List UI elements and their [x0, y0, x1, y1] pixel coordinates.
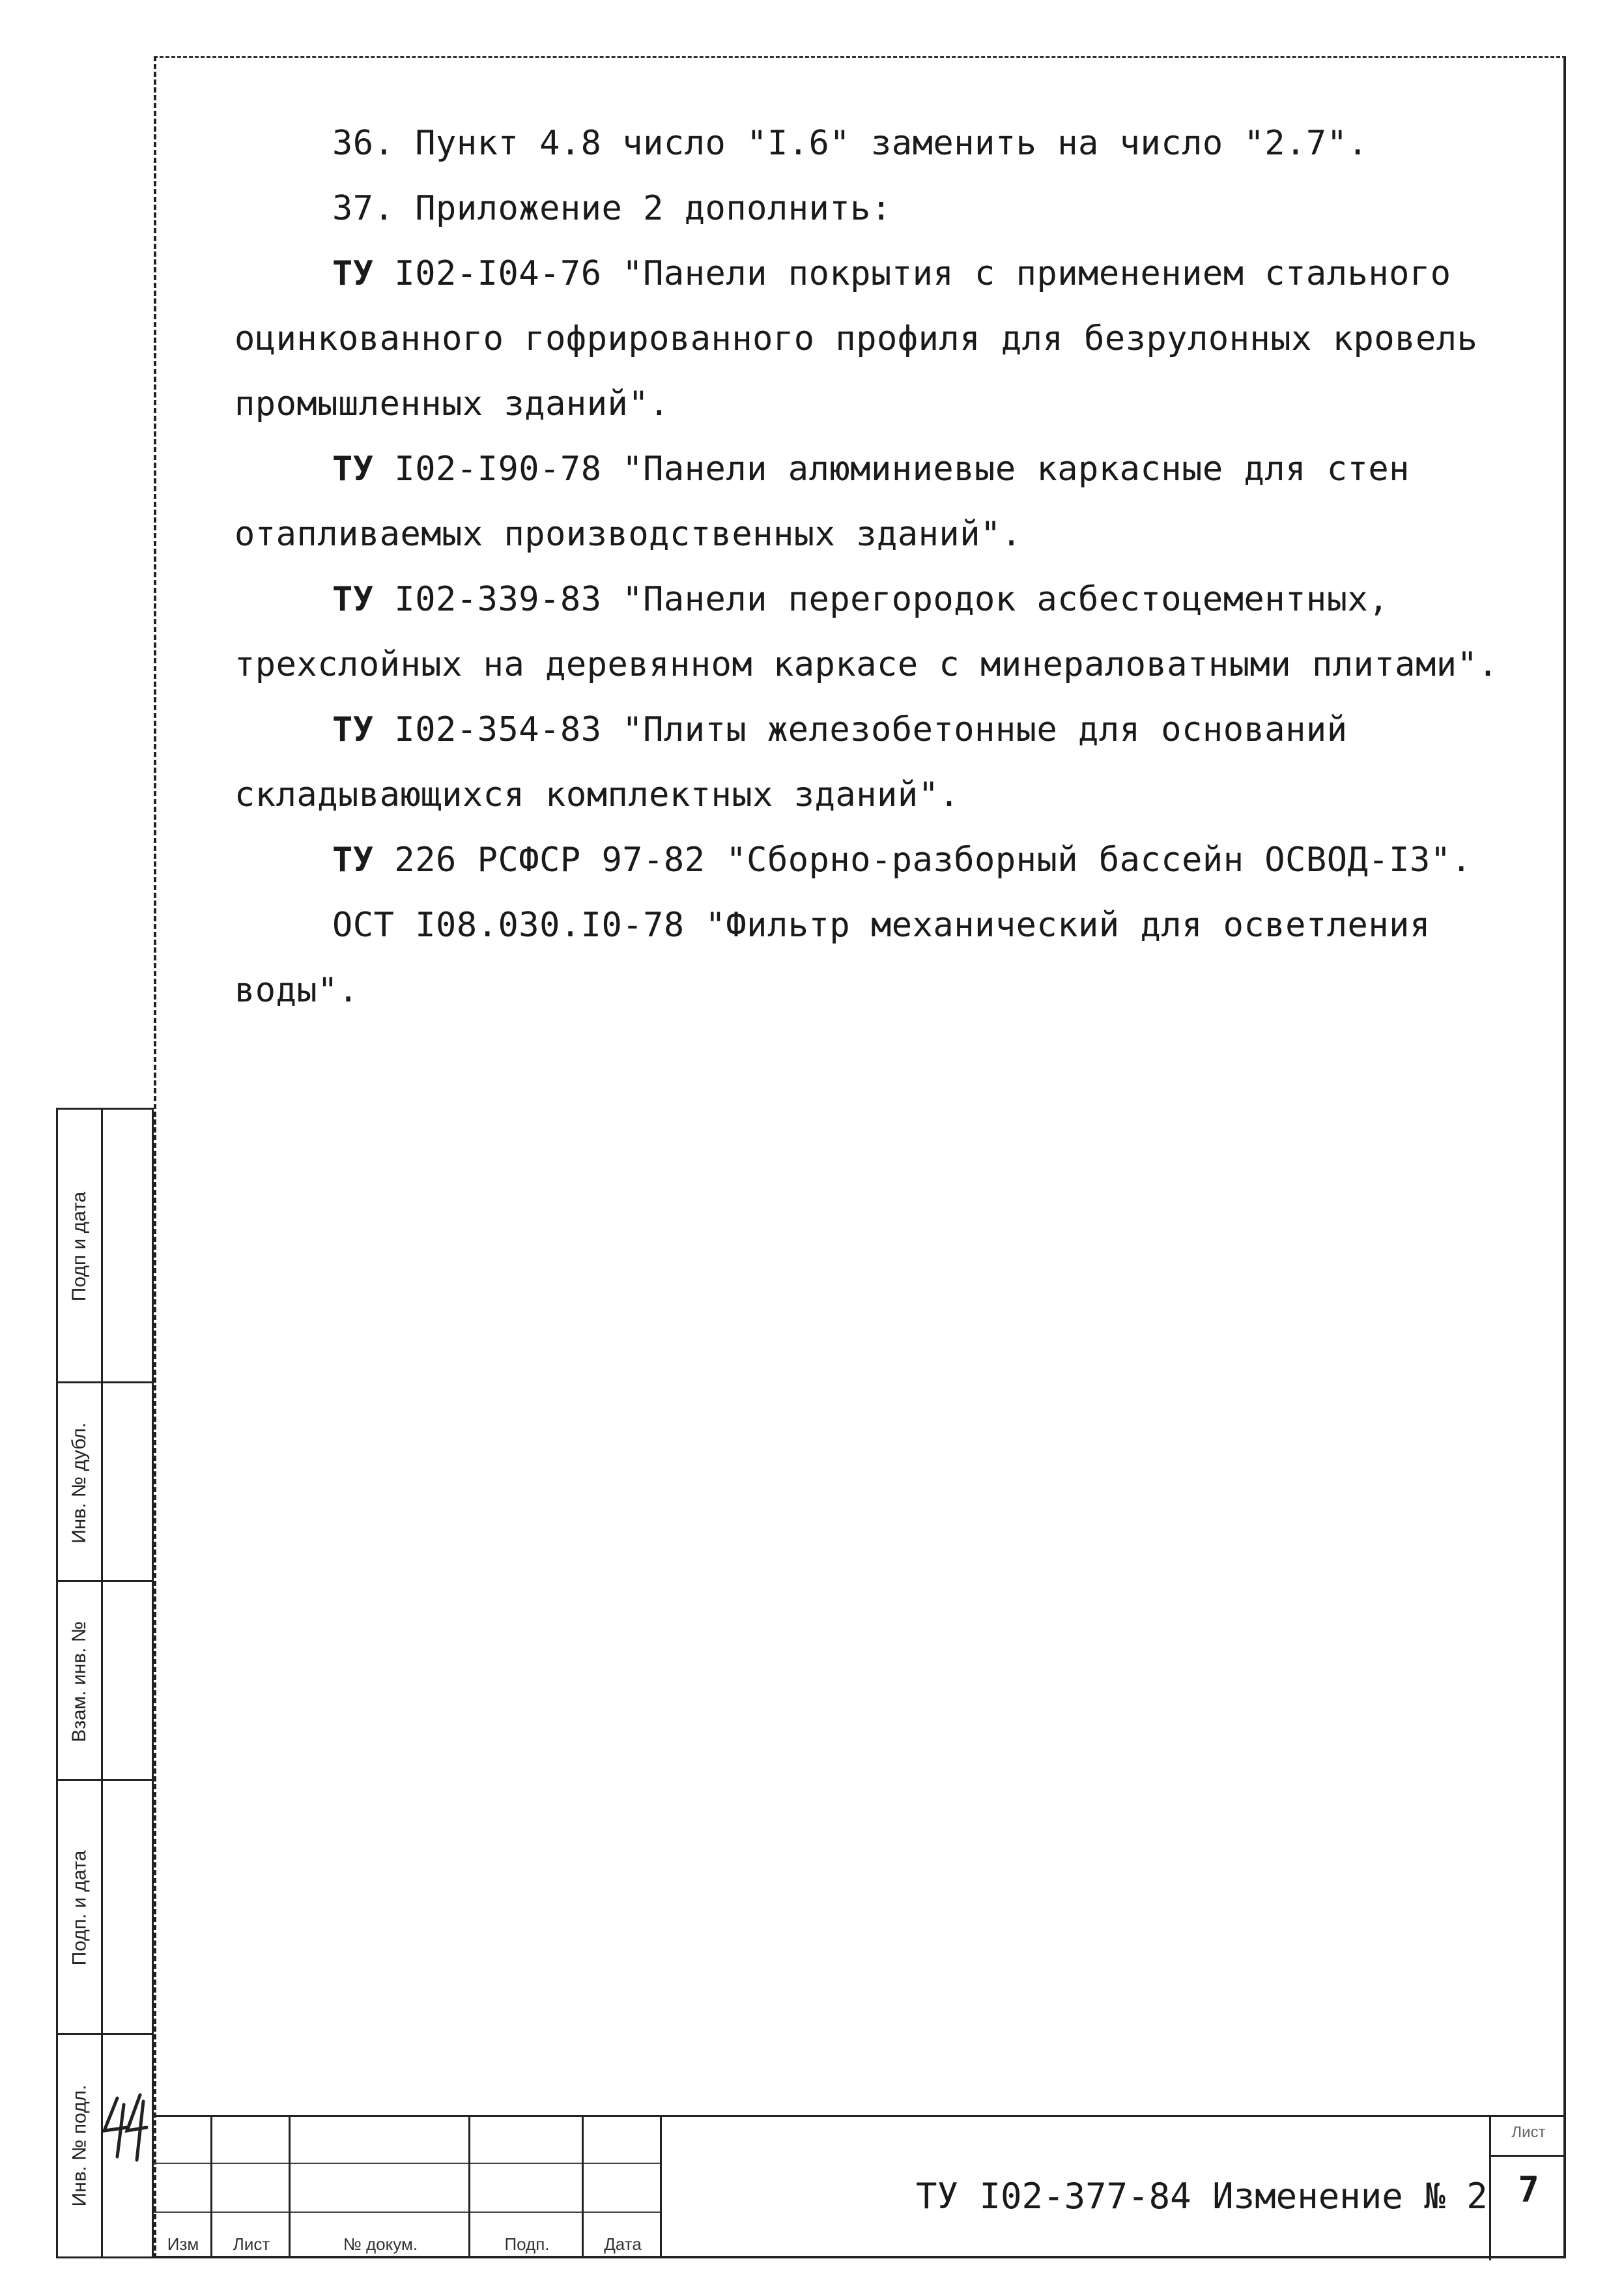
tu-text: I02-354-83 "Плиты железобетонные для оснований складывающихся комплектных зданий".	[235, 710, 1348, 814]
tu-code: ТУ	[332, 580, 374, 619]
cell-data	[584, 2117, 662, 2258]
tu-text: I02-I90-78 "Панели алюминиевые каркасные для стен отапливаемых производственных зданий".	[235, 450, 1410, 554]
side-margin-table	[56, 1108, 154, 2258]
tu-entry-5	[235, 828, 1557, 893]
tu-code: ТУ	[332, 841, 374, 880]
cell-podp	[470, 2117, 584, 2258]
tu-entry-4	[235, 697, 1557, 828]
item-37: 37. Приложение 2 дополнить:	[332, 189, 892, 228]
label-n-dokum: № докум.	[343, 2234, 418, 2254]
label-list: Лист	[233, 2234, 270, 2254]
handwritten-inventory-number	[98, 2092, 150, 2163]
sheet-box	[1489, 2117, 1566, 2260]
title-block	[154, 2115, 1566, 2258]
cell-izm	[154, 2117, 212, 2258]
tu-text: I02-339-83 "Панели перегородок асбестоцементных, трехслойных на деревянном каркасе с минераловатными плитами".	[235, 580, 1499, 684]
label-podp: Подп.	[504, 2234, 550, 2254]
tu-entry-1	[235, 241, 1557, 437]
side-label: Взам. инв. №	[68, 1621, 91, 1742]
cell-n-dokum	[291, 2117, 470, 2258]
tu-entry-3	[235, 567, 1557, 697]
tu-text: I02-I04-76 "Панели покрытия с применением стального оцинкованного гофрированного профиля для безрулонных кровель промышленных зданий".	[235, 254, 1478, 424]
item-36: 36. Пункт 4.8 число "I.6" заменить на число "2.7".	[332, 124, 1369, 163]
sheet-number: 7	[1518, 2169, 1539, 2210]
side-row-podp-data	[58, 1781, 152, 2035]
ost-entry: ОСТ I08.030.I0-78 "Фильтр механический для осветления воды".	[235, 906, 1431, 1010]
tu-text: 226 РСФСР 97-82 "Сборно-разборный бассейн ОСВОД-I3".	[373, 841, 1472, 880]
tu-code: ТУ	[332, 450, 374, 489]
side-label: Подп и дата	[68, 1191, 91, 1302]
side-row-inv-dubl	[58, 1383, 152, 1582]
sheet-divider	[1491, 2155, 1566, 2157]
label-data: Дата	[604, 2234, 642, 2254]
tu-code: ТУ	[332, 254, 374, 293]
document-body	[235, 111, 1557, 1023]
side-label: Инв. № подл.	[68, 2084, 90, 2207]
tu-code: ТУ	[332, 710, 374, 749]
tu-entry-2	[235, 437, 1557, 567]
side-label: Подп. и дата	[68, 1850, 90, 1966]
sheet-label: Лист	[1511, 2124, 1546, 2141]
label-izm: Изм	[167, 2234, 199, 2254]
side-row-vzam-inv	[58, 1582, 152, 1781]
document-title: ТУ I02-377-84 Изменение № 2	[916, 2176, 1488, 2217]
cell-list	[212, 2117, 291, 2258]
side-row-podp-data-top	[58, 1110, 152, 1383]
side-label: Инв. № дубл.	[68, 1422, 90, 1544]
